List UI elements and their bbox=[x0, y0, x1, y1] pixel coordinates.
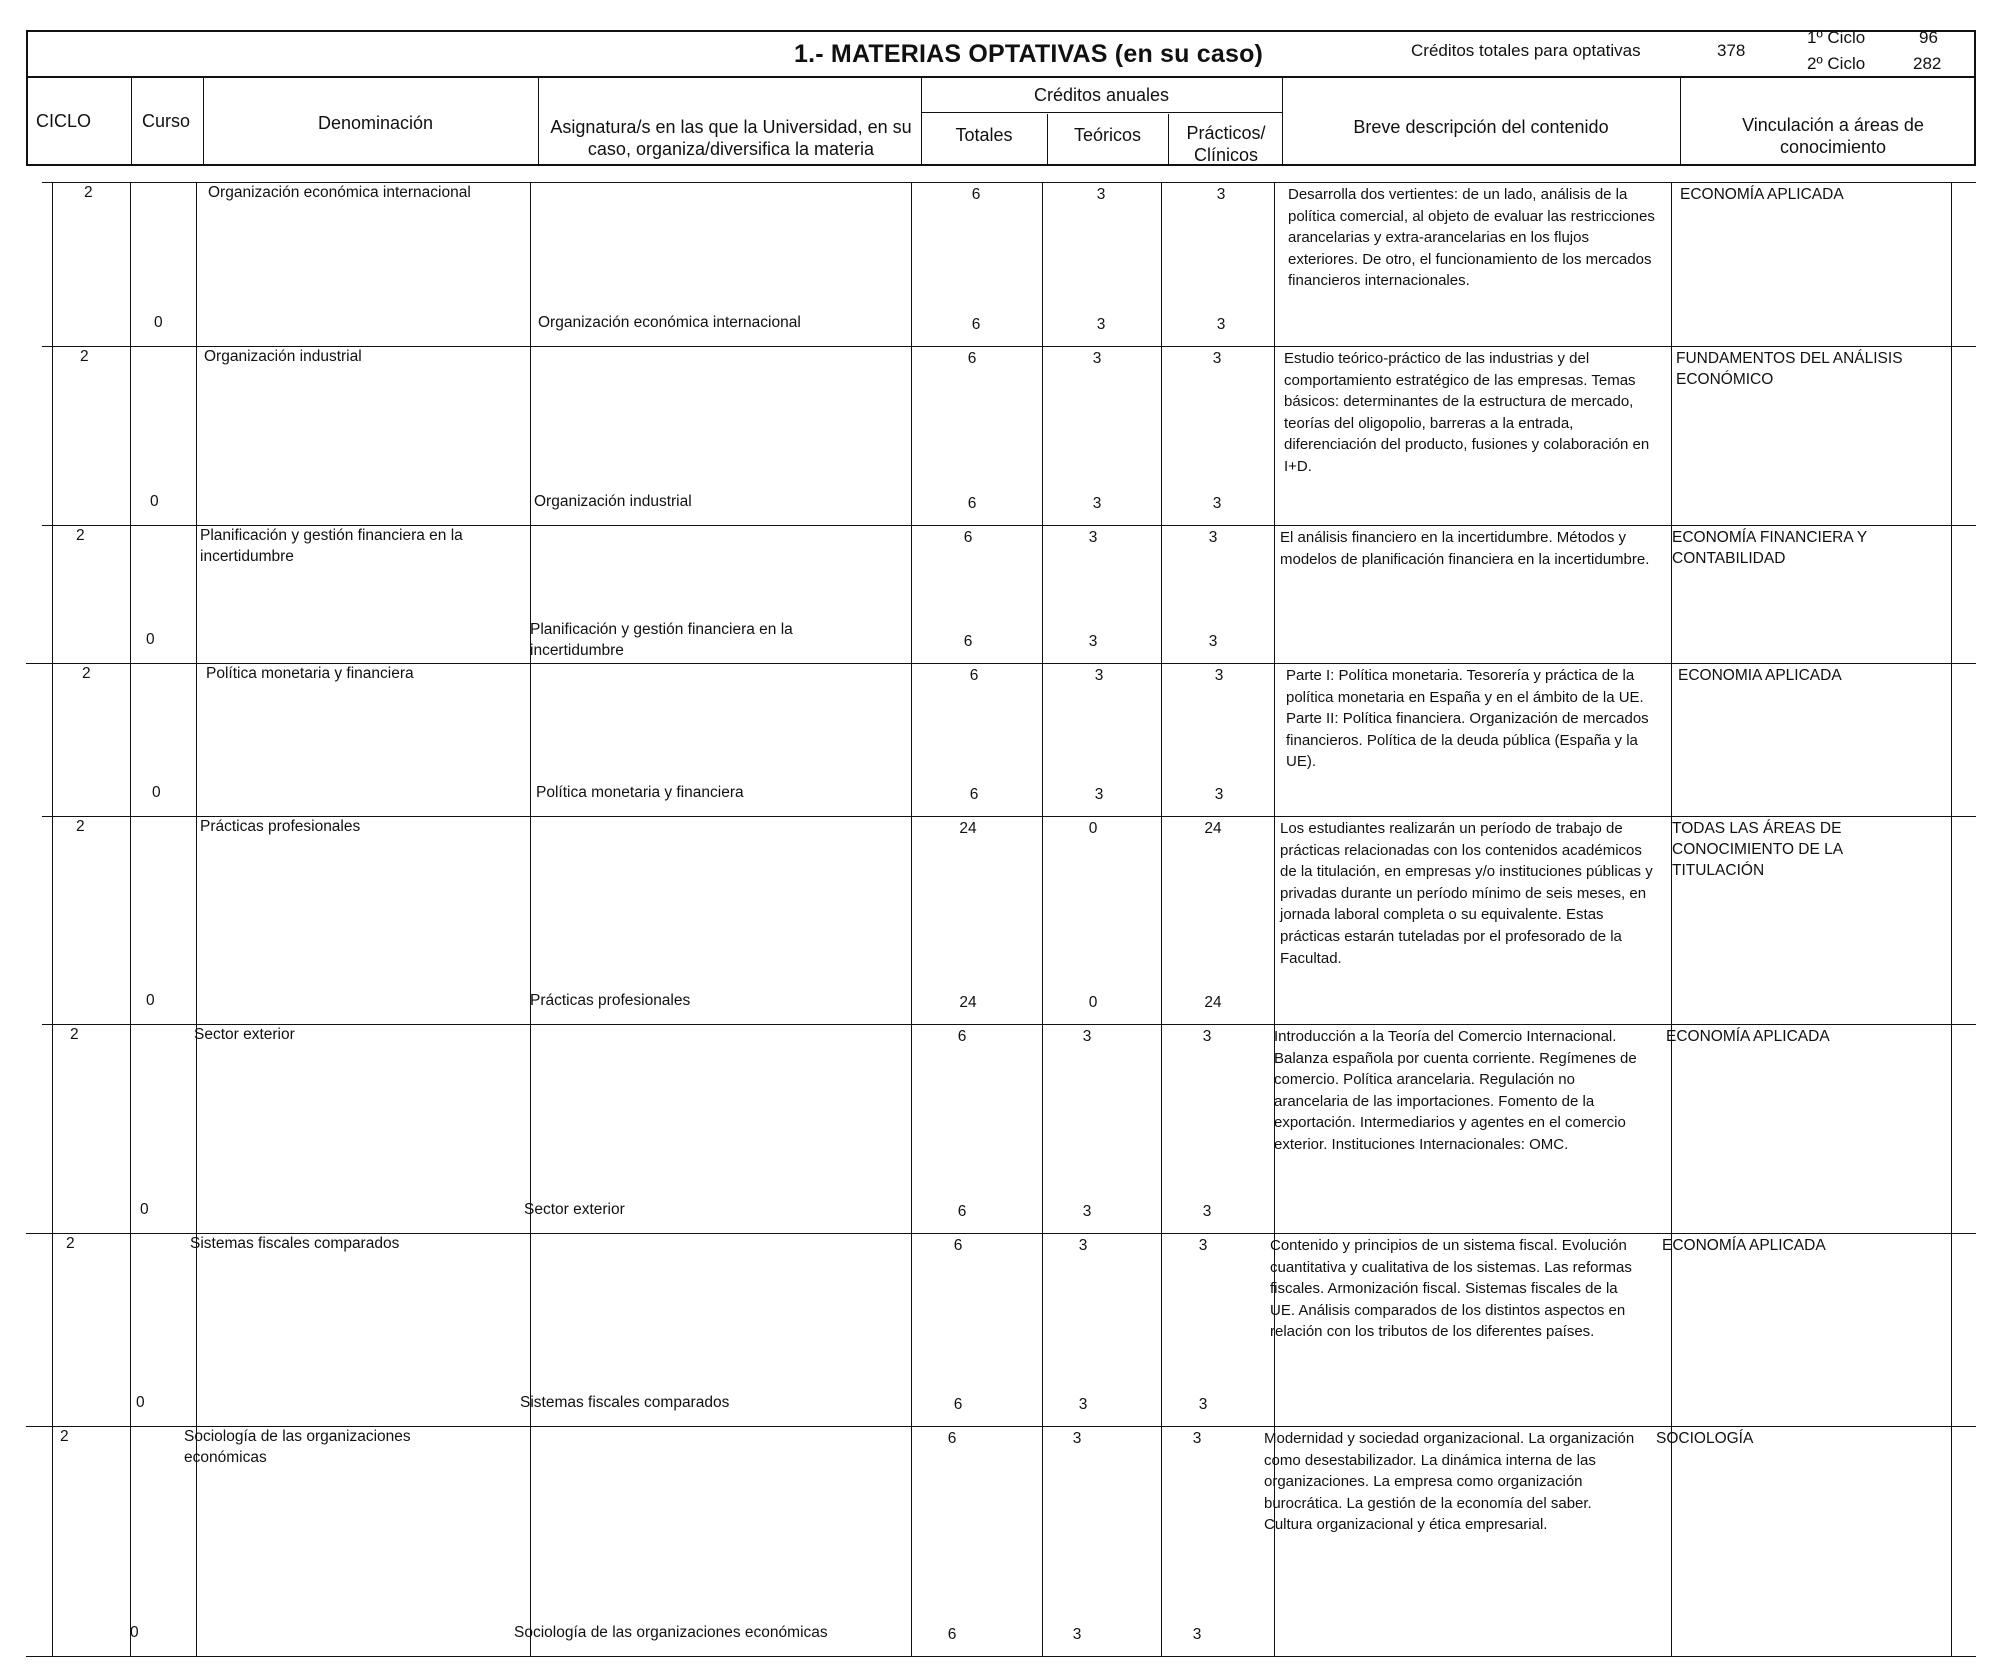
curso-cell: 0 bbox=[130, 1624, 139, 1641]
subtotal-totales-cell: 6 bbox=[957, 1203, 967, 1220]
denominacion-cell: Prácticas profesionales bbox=[200, 818, 361, 835]
page-title: 1.- MATERIAS OPTATIVAS (en su caso) bbox=[794, 40, 1264, 68]
teoricos-cell: 3 bbox=[1072, 1430, 1082, 1447]
subtotal-practicos-cell: 3 bbox=[1208, 633, 1218, 650]
denominacion-cell: Sistemas fiscales comparados bbox=[190, 1235, 400, 1252]
asignatura-cell: Sistemas fiscales comparados bbox=[520, 1394, 730, 1411]
subtotal-teoricos-cell: 3 bbox=[1092, 495, 1102, 512]
ciclo-cell: 2 bbox=[76, 527, 85, 544]
table-row bbox=[26, 525, 1976, 663]
totales-cell: 6 bbox=[953, 1237, 963, 1254]
teoricos-cell: 3 bbox=[1096, 186, 1106, 203]
curso-cell: 0 bbox=[140, 1201, 149, 1218]
table-row bbox=[26, 663, 1976, 816]
descripcion-cell: Los estudiantes realizarán un período de trabajo de prácticas relacionadas con los contenidos académicos de la titulación, en empresas y/o instituciones públicas y privadas durante un período mínimo de seis meses, en jornada laboral completa o su equivalente. Estas prácticas estarán tuteladas por el profesorado de la Facultad. bbox=[1280, 820, 1653, 967]
table-row bbox=[26, 1233, 1976, 1426]
asignatura-cell: Sociología de las organizaciones económicas bbox=[514, 1624, 828, 1641]
col-denominacion: Denominación bbox=[318, 113, 434, 133]
col-vinculacion: Vinculación a áreas de conocimiento bbox=[1742, 115, 1924, 157]
descripcion-cell: Modernidad y sociedad organizacional. La organización como desestabilizador. La dinámica interna de las organizaciones. La empresa como organización burocrática. La gestión de la economía del saber. Cultura organizacional y ética empresarial. bbox=[1264, 1430, 1635, 1534]
table-row bbox=[26, 1024, 1976, 1233]
totales-cell: 6 bbox=[957, 1028, 967, 1045]
area-cell: ECONOMÍA FINANCIERA Y CONTABILIDAD bbox=[1672, 529, 1867, 567]
subtotal-totales-cell: 6 bbox=[963, 633, 973, 650]
subtotal-totales-cell: 6 bbox=[947, 1626, 957, 1643]
denominacion-cell: Sector exterior bbox=[194, 1026, 295, 1043]
curso-cell: 0 bbox=[136, 1394, 145, 1411]
ciclo-cell: 2 bbox=[70, 1026, 79, 1043]
col-curso: Curso bbox=[142, 111, 191, 131]
subtotal-teoricos-cell: 3 bbox=[1094, 786, 1104, 803]
title-band bbox=[26, 30, 1976, 78]
subtotal-practicos-cell: 3 bbox=[1202, 1203, 1212, 1220]
ciclo-cell: 2 bbox=[80, 348, 89, 365]
col-creditos-anuales: Créditos anuales bbox=[1033, 85, 1170, 105]
totales-cell: 6 bbox=[967, 350, 977, 367]
denominacion-cell: Organización industrial bbox=[204, 348, 362, 365]
descripcion-cell: El análisis financiero en la incertidumbre. Métodos y modelos de planificación financiera en la incertidumbre. bbox=[1280, 529, 1650, 568]
denominacion-cell: Política monetaria y financiera bbox=[206, 665, 414, 682]
teoricos-cell: 3 bbox=[1094, 667, 1104, 684]
descripcion-cell: Parte I: Política monetaria. Tesorería y práctica de la política monetaria en España y en el ámbito de la UE. Parte II: Política financiera. Organización de mercados financieros. Política de la deuda pública (España y la UE). bbox=[1286, 667, 1649, 771]
totales-cell: 6 bbox=[947, 1430, 957, 1447]
subtotal-totales-cell: 6 bbox=[969, 786, 979, 803]
asignatura-cell: Organización industrial bbox=[534, 493, 692, 510]
table-row bbox=[26, 816, 1976, 1024]
area-cell: ECONOMÍA APLICADA bbox=[1666, 1028, 1830, 1045]
denominacion-cell: Organización económica internacional bbox=[208, 184, 471, 201]
col-practicos: Prácticos/ Clínicos bbox=[1186, 123, 1266, 165]
table-row bbox=[26, 346, 1976, 525]
teoricos-cell: 3 bbox=[1092, 350, 1102, 367]
denominacion-cell: Sociología de las organizaciones económicas bbox=[184, 1428, 411, 1466]
asignatura-cell: Sector exterior bbox=[524, 1201, 625, 1218]
teoricos-cell: 3 bbox=[1088, 529, 1098, 546]
practicos-cell: 3 bbox=[1198, 1237, 1208, 1254]
ciclo-cell: 2 bbox=[60, 1428, 69, 1445]
descripcion-cell: Desarrolla dos vertientes: de un lado, análisis de la política comercial, al objeto de evaluar las restricciones arancelarias y extra-arancelarias en los flujos exteriores. De otro, el funcionamiento de los mercados financieros internacionales. bbox=[1288, 186, 1655, 290]
teoricos-cell: 3 bbox=[1082, 1028, 1092, 1045]
ciclo-cell: 2 bbox=[76, 818, 85, 835]
col-teoricos: Teóricos bbox=[1073, 125, 1142, 145]
asignatura-cell: Prácticas profesionales bbox=[530, 992, 691, 1009]
subtotal-practicos-cell: 3 bbox=[1198, 1396, 1208, 1413]
ciclo-cell: 2 bbox=[82, 665, 91, 682]
table-row bbox=[26, 182, 1976, 346]
practicos-cell: 3 bbox=[1216, 186, 1226, 203]
col-ciclo: CICLO bbox=[36, 111, 92, 131]
column-header bbox=[26, 76, 1976, 166]
cycle-1-label: 1º Ciclo bbox=[1807, 28, 1866, 47]
practicos-cell: 3 bbox=[1214, 667, 1224, 684]
teoricos-cell: 3 bbox=[1078, 1237, 1088, 1254]
subtotal-teoricos-cell: 3 bbox=[1088, 633, 1098, 650]
subtotal-practicos-cell: 3 bbox=[1214, 786, 1224, 803]
ciclo-cell: 2 bbox=[84, 184, 93, 201]
descripcion-cell: Contenido y principios de un sistema fiscal. Evolución cuantitativa y cualitativa de los sistemas. Las reformas fiscales. Armonización fiscal. Sistemas fiscales de la UE. Análisis comparados de los distintos aspectos en relación con los tributos de los diferentes países. bbox=[1270, 1237, 1632, 1341]
curso-cell: 0 bbox=[146, 992, 155, 1009]
subtotal-practicos-cell: 3 bbox=[1192, 1626, 1202, 1643]
denominacion-cell: Planificación y gestión financiera en la incertidumbre bbox=[200, 527, 463, 565]
subtotal-practicos-cell: 3 bbox=[1216, 316, 1226, 333]
curso-cell: 0 bbox=[154, 314, 163, 331]
practicos-cell: 3 bbox=[1212, 350, 1222, 367]
credits-total-label: Créditos totales para optativas bbox=[1411, 41, 1641, 60]
cycle-1-value: 96 bbox=[1919, 28, 1938, 47]
practicos-cell: 3 bbox=[1202, 1028, 1212, 1045]
col-asignatura: Asignatura/s en las que la Universidad, en su caso, organiza/diversifica la materia bbox=[550, 117, 912, 159]
subtotal-teoricos-cell: 3 bbox=[1082, 1203, 1092, 1220]
curso-cell: 0 bbox=[150, 493, 159, 510]
totales-cell: 6 bbox=[969, 667, 979, 684]
subtotal-totales-cell: 6 bbox=[971, 316, 981, 333]
subtotal-totales-cell: 6 bbox=[967, 495, 977, 512]
descripcion-cell: Introducción a la Teoría del Comercio Internacional. Balanza española por cuenta corriente. Regímenes de comercio. Política arancelaria. Regulación no arancelaria de las importaciones. Fomento de la exportación. Intermediarios y agentes en el comercio exterior. Instituciones Internacionales: OMC. bbox=[1274, 1028, 1637, 1153]
curso-cell: 0 bbox=[152, 784, 161, 801]
area-cell: SOCIOLOGÍA bbox=[1656, 1430, 1754, 1447]
table-row bbox=[26, 1426, 1976, 1656]
subtotal-practicos-cell: 3 bbox=[1212, 495, 1222, 512]
subtotal-teoricos-cell: 0 bbox=[1088, 994, 1098, 1011]
cycle-2-value: 282 bbox=[1913, 54, 1942, 73]
asignatura-cell: Política monetaria y financiera bbox=[536, 784, 744, 801]
subtotal-teoricos-cell: 3 bbox=[1072, 1626, 1082, 1643]
subtotal-teoricos-cell: 3 bbox=[1096, 316, 1106, 333]
totales-cell: 24 bbox=[959, 820, 977, 837]
descripcion-cell: Estudio teórico-práctico de las industrias y del comportamiento estratégico de las empresas. Temas básicos: determinantes de la estructura de mercado, teorías del oligopolio, barreras a la entrada, diferenciación del producto, fusiones y colaboración en I+D. bbox=[1284, 350, 1650, 475]
col-totales: Totales bbox=[955, 125, 1013, 145]
cycle-2-label: 2º Ciclo bbox=[1807, 54, 1866, 73]
credits-total-value: 378 bbox=[1717, 41, 1746, 60]
subtotal-practicos-cell: 24 bbox=[1204, 994, 1222, 1011]
practicos-cell: 3 bbox=[1208, 529, 1218, 546]
practicos-cell: 3 bbox=[1192, 1430, 1202, 1447]
subtotal-totales-cell: 6 bbox=[953, 1396, 963, 1413]
table-rows bbox=[26, 166, 1976, 1674]
asignatura-cell: Organización económica internacional bbox=[538, 314, 801, 331]
curso-cell: 0 bbox=[146, 631, 155, 648]
practicos-cell: 24 bbox=[1204, 820, 1222, 837]
area-cell: FUNDAMENTOS DEL ANÁLISIS ECONÓMICO bbox=[1676, 350, 1903, 388]
subtotal-teoricos-cell: 3 bbox=[1078, 1396, 1088, 1413]
totales-cell: 6 bbox=[971, 186, 981, 203]
area-cell: ECONOMÍA APLICADA bbox=[1680, 186, 1844, 203]
area-cell: ECONOMÍA APLICADA bbox=[1662, 1237, 1826, 1254]
area-cell: TODAS LAS ÁREAS DE CONOCIMIENTO DE LA TITULACIÓN bbox=[1672, 820, 1843, 879]
col-descripcion: Breve descripción del contenido bbox=[1353, 117, 1609, 137]
teoricos-cell: 0 bbox=[1088, 820, 1098, 837]
asignatura-cell: Planificación y gestión financiera en la incertidumbre bbox=[530, 621, 793, 659]
ciclo-cell: 2 bbox=[66, 1235, 75, 1252]
totales-cell: 6 bbox=[963, 529, 973, 546]
subtotal-totales-cell: 24 bbox=[959, 994, 977, 1011]
area-cell: ECONOMIA APLICADA bbox=[1678, 667, 1842, 684]
